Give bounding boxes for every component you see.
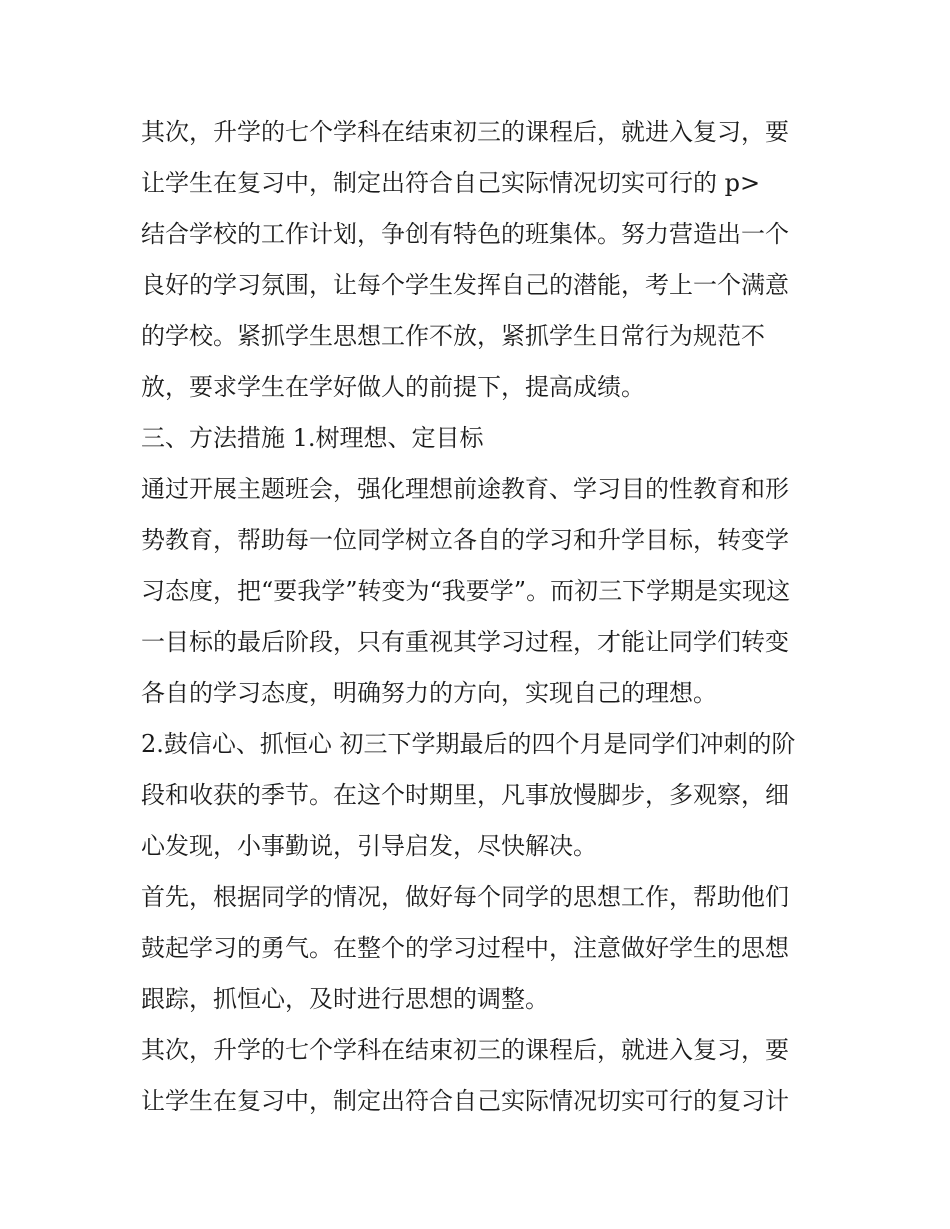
text-line: 习态度，把“要我学”转变为“我要学”。而初三下学期是实现这 xyxy=(141,577,791,605)
text-line: 通过开展主题班会，强化理想前途教育、学习目的性教育和形 xyxy=(141,475,789,503)
text-line: 结合学校的工作计划，争创有特色的班集体。努力营造出一个 xyxy=(141,220,789,248)
text-line: 其次，升学的七个学科在结束初三的课程后，就进入复习，要 xyxy=(141,118,789,146)
text-line: 2.鼓信心、抓恒心 初三下学期最后的四个月是同学们冲刺的阶 xyxy=(141,730,796,758)
text-line: 鼓起学习的勇气。在整个的学习过程中，注意做好学生的思想 xyxy=(141,934,789,962)
text-line: 一目标的最后阶段，只有重视其学习过程，才能让同学们转变 xyxy=(141,628,789,656)
text-line: 良好的学习氛围，让每个学生发挥自己的潜能，考上一个满意 xyxy=(141,271,789,299)
text-line: 其次，升学的七个学科在结束初三的课程后，就进入复习，要 xyxy=(141,1036,789,1064)
document-body xyxy=(141,107,831,1127)
text-line: 跟踪，抓恒心，及时进行思想的调整。 xyxy=(141,985,549,1013)
text-line: 让学生在复习中，制定出符合自己实际情况切实可行的 p> xyxy=(141,169,761,197)
text-line: 势教育，帮助每一位同学树立各自的学习和升学目标，转变学 xyxy=(141,526,789,554)
text-line: 首先，根据同学的情况，做好每个同学的思想工作，帮助他们 xyxy=(141,883,789,911)
text-line: 让学生在复习中，制定出符合自己实际情况切实可行的复习计 xyxy=(141,1087,789,1115)
text-line: 段和收获的季节。在这个时期里，凡事放慢脚步，多观察，细 xyxy=(141,781,789,809)
text-line: 各自的学习态度，明确努力的方向，实现自己的理想。 xyxy=(141,679,717,707)
text-line: 放，要求学生在学好做人的前提下，提高成绩。 xyxy=(141,373,645,401)
text-line: 的学校。紧抓学生思想工作不放，紧抓学生日常行为规范不 xyxy=(141,322,765,350)
section-heading: 三、方法措施 1.树理想、定目标 xyxy=(141,424,484,452)
text-line: 心发现，小事勤说，引导启发，尽快解决。 xyxy=(141,832,597,860)
